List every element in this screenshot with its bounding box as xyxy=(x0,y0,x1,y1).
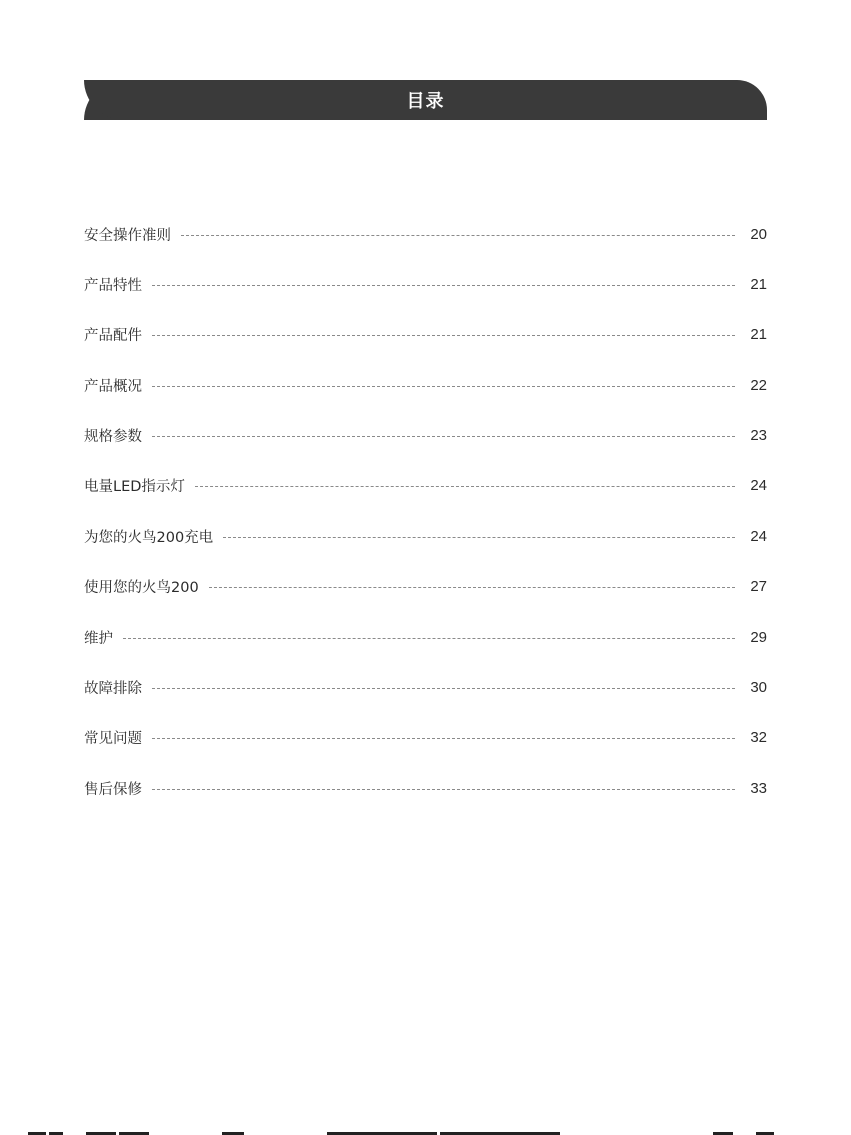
toc-dotted-leader xyxy=(152,688,735,689)
toc-entry-safety[interactable] xyxy=(84,222,767,246)
toc-entry-label: 产品配件 xyxy=(84,328,142,345)
toc-entry-label: 安全操作准则 xyxy=(84,227,171,244)
toc-page-number: 33 xyxy=(750,779,767,797)
toc-page-number: 20 xyxy=(750,225,767,243)
toc-entry-faq[interactable] xyxy=(84,726,767,750)
toc-dotted-leader xyxy=(152,789,735,790)
toc-entry-maintenance[interactable] xyxy=(84,625,767,649)
toc-page-number: 21 xyxy=(750,275,767,293)
toc-dotted-leader xyxy=(152,386,735,387)
toc-entry-label: 电量LED指示灯 xyxy=(84,479,185,496)
toc-entry-label: 故障排除 xyxy=(84,681,142,698)
toc-entry-battery-led[interactable] xyxy=(84,474,767,498)
toc-entry-troubleshooting[interactable] xyxy=(84,676,767,700)
toc-entry-label: 产品特性 xyxy=(84,277,142,294)
toc-page-number: 24 xyxy=(750,527,767,545)
toc-entry-features[interactable] xyxy=(84,272,767,296)
toc-dotted-leader xyxy=(195,486,735,487)
toc-entry-label: 售后保修 xyxy=(84,781,142,798)
toc-dotted-leader xyxy=(152,738,735,739)
toc-page-number: 27 xyxy=(750,578,767,596)
toc-entry-label: 常见问题 xyxy=(84,731,142,748)
toc-page-number: 23 xyxy=(750,427,767,445)
toc-entry-specifications[interactable] xyxy=(84,424,767,448)
toc-title-bar xyxy=(84,80,767,120)
toc-entry-usage[interactable] xyxy=(84,575,767,599)
page-title: 目录 xyxy=(406,91,445,112)
toc-entry-label: 产品概况 xyxy=(84,378,142,395)
table-of-contents xyxy=(84,222,767,827)
toc-page-number: 32 xyxy=(750,729,767,747)
toc-entry-label: 为您的火鸟200充电 xyxy=(84,529,214,546)
toc-dotted-leader xyxy=(152,285,735,286)
toc-entry-label: 维护 xyxy=(84,630,113,647)
toc-entry-accessories[interactable] xyxy=(84,323,767,347)
toc-page-number: 24 xyxy=(750,477,767,495)
toc-dotted-leader xyxy=(123,638,735,639)
toc-entry-overview[interactable] xyxy=(84,373,767,397)
toc-dotted-leader xyxy=(152,335,735,336)
toc-dotted-leader xyxy=(152,436,735,437)
toc-page-number: 30 xyxy=(750,679,767,697)
toc-entry-warranty[interactable] xyxy=(84,776,767,800)
toc-dotted-leader xyxy=(181,235,735,236)
toc-dotted-leader xyxy=(223,537,735,538)
scan-edge-artifact xyxy=(0,1129,851,1135)
toc-page-number: 21 xyxy=(750,326,767,344)
toc-entry-label: 使用您的火鸟200 xyxy=(84,580,199,597)
toc-page-number: 22 xyxy=(750,376,767,394)
toc-page-number: 29 xyxy=(750,628,767,646)
toc-entry-label: 规格参数 xyxy=(84,429,142,446)
toc-dotted-leader xyxy=(209,587,735,588)
toc-entry-charging[interactable] xyxy=(84,524,767,548)
